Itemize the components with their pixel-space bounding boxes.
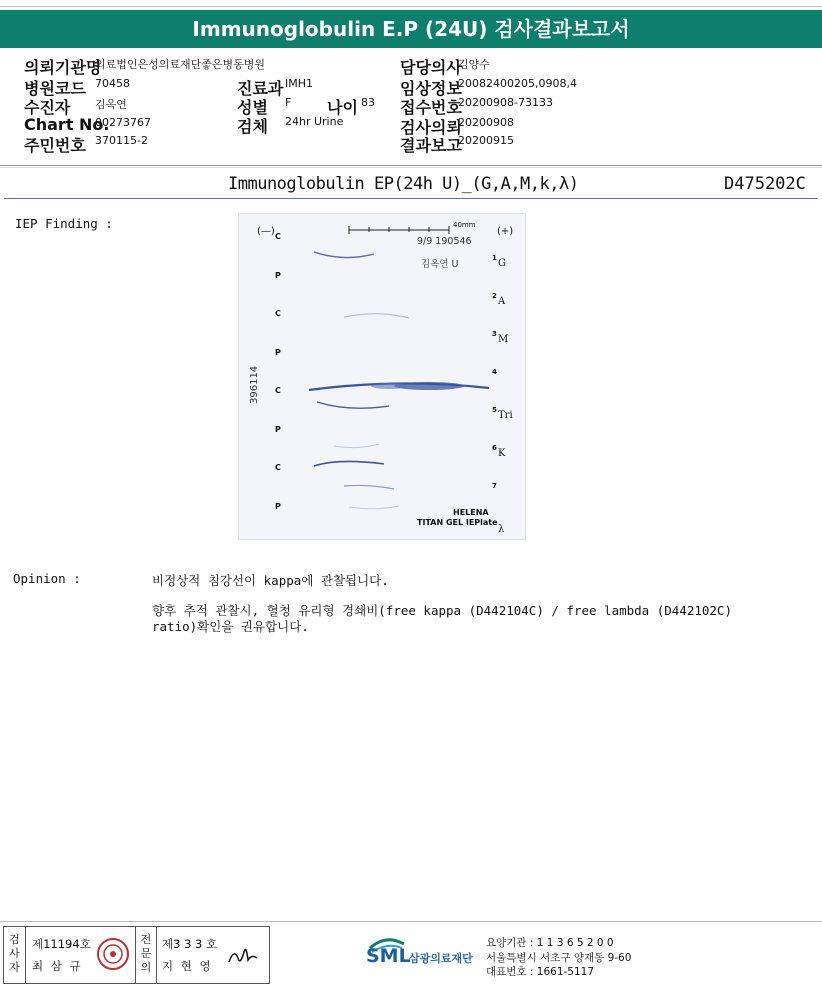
iep-gel-image — [238, 213, 526, 540]
confirm-number: 제3 3 3 호 — [162, 937, 218, 951]
patient-label: 수진자 — [24, 98, 71, 117]
address: 서울특별시 서초구 양재동 9-60 — [486, 952, 632, 964]
dept-value: IMH1 — [285, 77, 314, 90]
gel-well-label: P — [275, 424, 281, 434]
dept-label: 진료과 — [237, 79, 284, 98]
clinical-value: 20082400205,0908,4 — [458, 77, 577, 90]
signature-box — [3, 926, 270, 984]
gel-name: 김옥연 U — [421, 259, 459, 270]
gel-scale: 40mm — [453, 221, 476, 229]
gel-well-label: C — [275, 386, 281, 395]
gel-drawing — [239, 214, 525, 539]
receipt-label: 접수번호 — [400, 98, 462, 117]
id-value: 370115-2 — [95, 134, 148, 147]
request-label: 검사의뢰 — [400, 118, 462, 137]
seal-stamp — [96, 937, 130, 971]
tester-label: 검사자 — [4, 927, 26, 983]
gel-well-label: P — [275, 501, 281, 511]
request-value: 20200908 — [458, 116, 514, 129]
id-label: 주민번호 — [24, 136, 86, 155]
gel-well-label: C — [275, 463, 281, 472]
institution-label: 의뢰기관명 — [24, 58, 102, 77]
sml-logo-name: 삼광의료재단 — [409, 952, 473, 965]
phone: 대표번호 : 1661-5117 — [486, 966, 595, 978]
report-title: Immunoglobulin E.P (24U) 검사결과보고서 — [0, 10, 822, 48]
gel-lane-number: 1 — [492, 254, 497, 262]
age-value: 83 — [361, 96, 375, 109]
patient-value: 김옥연 — [95, 98, 127, 111]
report-value: 20200915 — [458, 134, 514, 147]
signature — [224, 940, 264, 970]
gel-lane-antiserum: λ — [498, 524, 505, 535]
confirm-name: 지 현 영 — [162, 959, 213, 973]
chart-value: 00273767 — [95, 116, 151, 129]
specimen-value: 24hr Urine — [285, 115, 344, 128]
age-label: 나이 — [327, 98, 358, 117]
test-code: D475202C — [724, 174, 806, 194]
gel-side-id: 396114 — [249, 365, 260, 404]
gel-lane-number: 2 — [492, 292, 497, 300]
divider — [0, 167, 822, 168]
gel-lane-antiserum: A — [498, 296, 506, 307]
finding-label: IEP Finding : — [15, 216, 113, 231]
hospital-code-value: 70458 — [95, 77, 130, 90]
gel-lane-number: 4 — [492, 368, 497, 376]
gel-lane-antiserum: M — [498, 334, 509, 345]
gel-brand: HELENA — [453, 508, 489, 517]
institution-code: 요양기관 : 1 1 3 6 5 2 0 0 — [486, 937, 614, 949]
opinion-label: Opinion : — [13, 571, 81, 586]
hospital-code-label: 병원코드 — [24, 79, 86, 98]
gel-well-label: P — [275, 270, 281, 280]
chart-label: Chart No. — [24, 115, 110, 134]
gel-lane-antiserum: G — [498, 258, 506, 269]
sex-label: 성별 — [237, 98, 268, 117]
divider — [0, 165, 822, 166]
opinion-line-2: 향후 추적 관찰시, 혈청 유리형 경쇄비(free kappa (D442104C) / free lambda (D442102C) — [152, 603, 732, 618]
test-name: Immunoglobulin EP(24h U)_(G,A,M,k,λ) — [228, 174, 579, 194]
receipt-value: 20200908-73133 — [458, 96, 553, 109]
gel-well-label: C — [275, 232, 281, 241]
institution-value: 의료법인은성의료재단좋은병동병원 — [95, 58, 266, 71]
specimen-label: 검체 — [237, 117, 268, 136]
gel-date: 9/9 190546 — [417, 236, 472, 247]
top-rule — [0, 6, 822, 7]
clinical-label: 임상정보 — [400, 79, 462, 98]
doctor-value: 김양수 — [458, 58, 490, 71]
report-label: 결과보고 — [400, 136, 462, 155]
doctor-label: 담당의사 — [400, 58, 462, 77]
tester-number: 제11194호 — [32, 937, 91, 951]
gel-lane-number: 3 — [492, 330, 497, 338]
confirm-label: 전문의 — [135, 927, 157, 983]
gel-well-label: P — [275, 347, 281, 357]
footer-rule — [0, 921, 822, 922]
gel-well-label: C — [275, 309, 281, 318]
gel-pos-label: (+) — [497, 226, 514, 237]
gel-lane-antiserum: K — [498, 448, 506, 459]
gel-lane-number: 5 — [492, 406, 497, 414]
sml-logo-text: SML — [366, 945, 411, 967]
opinion-line-1: 비정상적 침강선이 kappa에 관찰됩니다. — [152, 573, 389, 588]
gel-lane-number: 7 — [492, 482, 497, 490]
gel-lane-antiserum: Tri — [498, 410, 513, 421]
test-underline — [4, 198, 818, 199]
sex-value: F — [285, 96, 292, 109]
gel-lane-number: 6 — [492, 444, 497, 452]
gel-brand-sub: TITAN GEL IEPlate — [417, 518, 498, 527]
opinion-line-3: ratio)확인을 권유합니다. — [152, 619, 309, 634]
tester-name: 최 삼 규 — [32, 959, 83, 973]
gel-neg-label: (—) — [257, 226, 275, 237]
